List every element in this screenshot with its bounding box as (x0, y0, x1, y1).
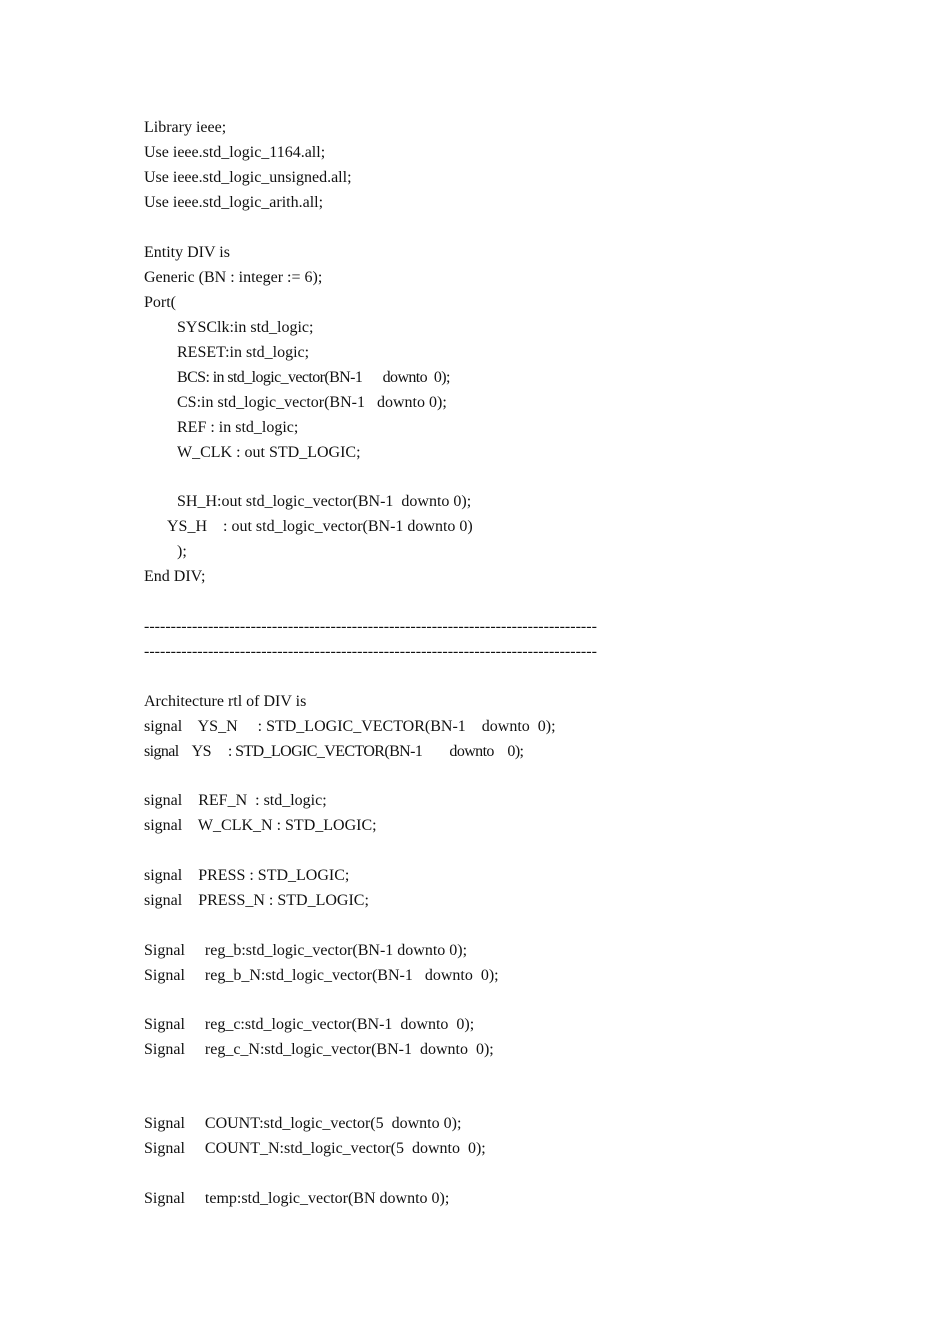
code-line-port-ref: REF : in std_logic; (177, 419, 299, 436)
code-line-signal-ys: signal YS : STD_LOGIC_VECTOR(BN-1 downto 0); (144, 743, 524, 760)
separator-line-2: ------------------------------------------------------------------------------------- (144, 643, 597, 660)
code-line-entity: Entity DIV is (144, 244, 230, 261)
code-line-signal-ys-n: signal YS_N : STD_LOGIC_VECTOR(BN-1 downto 0); (144, 718, 556, 735)
code-line-port-sh-h: SH_H:out std_logic_vector(BN-1 downto 0); (177, 493, 472, 510)
code-line-signal-press: signal PRESS : STD_LOGIC; (144, 867, 350, 884)
code-line-port-reset: RESET:in std_logic; (177, 344, 310, 361)
code-line-architecture: Architecture rtl of DIV is (144, 693, 307, 710)
code-line-port-wclk: W_CLK : out STD_LOGIC; (177, 444, 361, 461)
code-line-port-open: Port( (144, 294, 176, 311)
code-line-port-close: ); (177, 543, 187, 560)
code-line-signal-wclk-n: signal W_CLK_N : STD_LOGIC; (144, 817, 377, 834)
code-line-signal-ref-n: signal REF_N : std_logic; (144, 792, 327, 809)
code-line-port-cs: CS:in std_logic_vector(BN-1 downto 0); (177, 394, 447, 411)
code-line-use-unsigned: Use ieee.std_logic_unsigned.all; (144, 169, 352, 186)
code-line-signal-reg-c: Signal reg_c:std_logic_vector(BN-1 downto 0); (144, 1016, 475, 1033)
code-line-signal-reg-c-n: Signal reg_c_N:std_logic_vector(BN-1 downto 0); (144, 1041, 494, 1058)
code-line-signal-count-n: Signal COUNT_N:std_logic_vector(5 downto 0); (144, 1140, 486, 1157)
code-line-use-arith: Use ieee.std_logic_arith.all; (144, 194, 324, 211)
code-line-end-div: End DIV; (144, 568, 206, 585)
code-line-signal-count: Signal COUNT:std_logic_vector(5 downto 0); (144, 1115, 462, 1132)
code-line-generic: Generic (BN : integer := 6); (144, 269, 323, 286)
code-line-library: Library ieee; (144, 119, 227, 136)
code-line-signal-press-n: signal PRESS_N : STD_LOGIC; (144, 892, 369, 909)
code-line-use-1164: Use ieee.std_logic_1164.all; (144, 144, 326, 161)
code-line-port-ys-h: YS_H : out std_logic_vector(BN-1 downto 0) (167, 518, 473, 535)
code-line-signal-reg-b: Signal reg_b:std_logic_vector(BN-1 downto 0); (144, 942, 468, 959)
code-line-signal-reg-b-n: Signal reg_b_N:std_logic_vector(BN-1 downto 0); (144, 967, 499, 984)
separator-line-1: ------------------------------------------------------------------------------------- (144, 618, 597, 635)
code-line-signal-temp: Signal temp:std_logic_vector(BN downto 0); (144, 1190, 450, 1207)
code-line-port-bcs: BCS: in std_logic_vector(BN-1 downto 0); (177, 369, 450, 386)
code-line-port-sysclk: SYSClk:in std_logic; (177, 319, 314, 336)
